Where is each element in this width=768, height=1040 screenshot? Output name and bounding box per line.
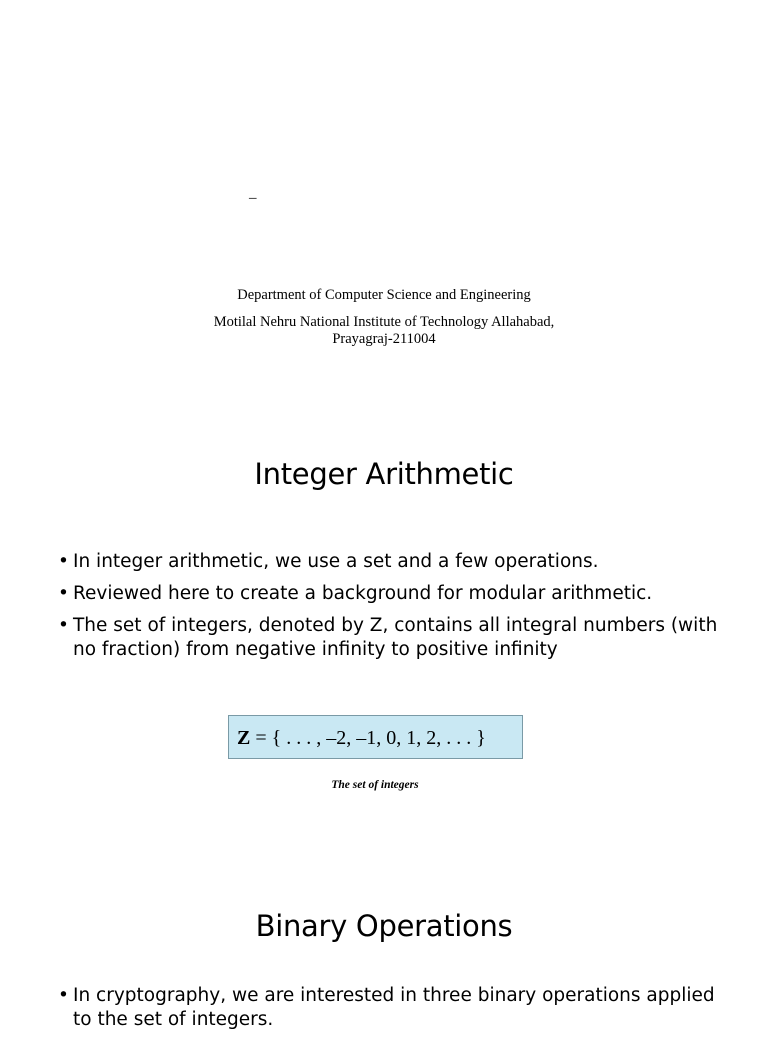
institute-address: Prayagraj-211004 bbox=[332, 331, 436, 347]
bullet-icon: • bbox=[58, 985, 69, 1006]
bullet-icon: • bbox=[58, 615, 69, 636]
list-item: • In integer arithmetic, we use a set and a few operations. bbox=[58, 551, 599, 572]
slide-title-integer-arithmetic: Integer Arithmetic bbox=[254, 457, 514, 491]
set-symbol: Z bbox=[237, 727, 251, 749]
slide-title-binary-operations: Binary Operations bbox=[255, 909, 513, 943]
set-expression: = { . . . , –2, –1, 0, 1, 2, . . . } bbox=[250, 727, 486, 749]
slide2-bullet-list bbox=[58, 984, 718, 1040]
slide1-bullet-list bbox=[58, 550, 718, 670]
bullet-icon: • bbox=[58, 551, 69, 572]
institute-name: Motilal Nehru National Institute of Technology Allahabad, bbox=[213, 314, 555, 330]
list-item: • The set of integers, denoted by Z, contains all integral numbers (with no fraction) from negative infinity to positive infinity bbox=[58, 615, 718, 660]
list-item: • Reviewed here to create a background for modular arithmetic. bbox=[58, 583, 653, 604]
department-name: Department of Computer Science and Engineering bbox=[237, 287, 531, 303]
integer-set-figure bbox=[228, 715, 523, 759]
list-item: • In cryptography, we are interested in three binary operations applied to the set of integers. bbox=[58, 985, 715, 1030]
bullet-icon: • bbox=[58, 583, 69, 604]
figure-caption: The set of integers bbox=[331, 779, 419, 791]
cover-dash: – bbox=[249, 190, 257, 206]
